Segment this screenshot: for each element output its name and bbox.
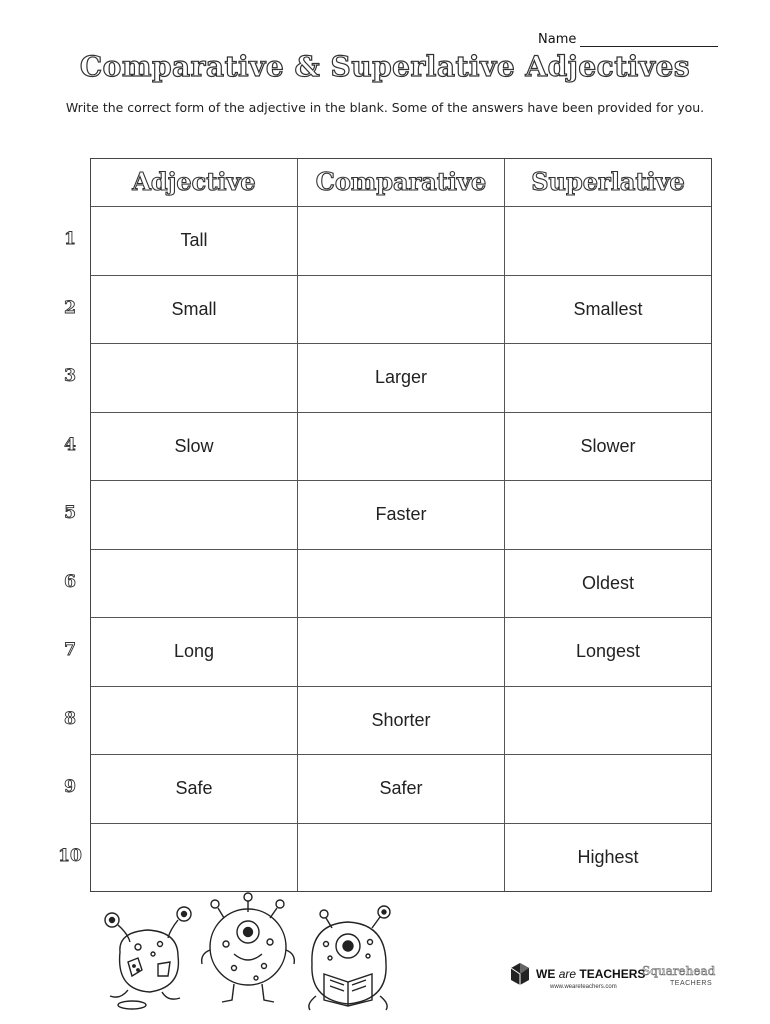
row-number: 5: [64, 503, 76, 524]
comparative-cell[interactable]: Shorter: [297, 687, 504, 755]
cube-logo-icon: [510, 962, 530, 986]
adjective-cell[interactable]: [91, 550, 297, 618]
superlative-cell[interactable]: Oldest: [504, 550, 711, 618]
monster-two-icon: [202, 893, 295, 1002]
adjective-cell[interactable]: Long: [173, 641, 215, 661]
row-number: 10: [58, 845, 82, 866]
table-row: [91, 343, 711, 412]
wat-we: WE: [536, 967, 556, 981]
comparative-cell[interactable]: Faster: [297, 481, 504, 549]
row-number: 1: [64, 229, 76, 250]
name-field: [538, 32, 718, 47]
page-title: Comparative & Superlative Adjectives: [79, 50, 691, 83]
table-row: [91, 480, 711, 549]
table-row: [91, 617, 711, 686]
monster-one-icon: [105, 907, 191, 1009]
adjective-cell[interactable]: Tall: [180, 230, 208, 250]
name-blank: [580, 34, 718, 47]
wat-are: are: [558, 967, 577, 981]
table-row: [91, 275, 711, 344]
comparative-cell[interactable]: Larger: [297, 344, 504, 412]
adjective-cell[interactable]: Slow: [174, 435, 214, 456]
comparative-cell[interactable]: Safer: [297, 755, 504, 823]
superlative-cell[interactable]: Slower: [504, 413, 711, 481]
superlative-cell[interactable]: [504, 481, 711, 549]
table-row: [91, 549, 711, 618]
superlative-cell[interactable]: Longest: [504, 618, 711, 686]
adjective-cell[interactable]: Safe: [175, 778, 213, 798]
table-row: [91, 823, 711, 892]
row-number: 8: [64, 708, 76, 729]
row-number: 6: [64, 571, 76, 592]
row-number: 7: [64, 640, 76, 661]
monster-illustration: [98, 892, 408, 1017]
column-header-superlative: Superlative: [504, 159, 711, 206]
footer-logos: [510, 962, 760, 1002]
adjectives-table: [90, 158, 712, 892]
column-header-comparative: Comparative: [297, 159, 504, 206]
squarehead-logo[interactable]: Squarehead: [642, 964, 716, 978]
we-are-teachers-url[interactable]: www.weareteachers.com: [550, 984, 617, 990]
superlative-cell[interactable]: [504, 344, 711, 412]
we-are-teachers-logo[interactable]: [510, 962, 645, 986]
comparative-cell[interactable]: [297, 276, 504, 344]
row-number: 9: [64, 777, 76, 798]
superlative-cell[interactable]: Smallest: [504, 276, 711, 344]
row-number: 4: [64, 434, 76, 455]
row-number: 3: [64, 366, 76, 387]
row-number: 2: [64, 297, 76, 318]
comparative-cell[interactable]: [297, 207, 504, 275]
adjective-cell[interactable]: Small: [171, 298, 217, 319]
squarehead-sub: TEACHERS: [670, 980, 713, 987]
monster-three-icon: [309, 906, 390, 1010]
wat-teachers: TEACHERS: [579, 967, 646, 981]
name-label: Name: [538, 32, 577, 47]
comparative-cell[interactable]: [297, 824, 504, 892]
comparative-cell[interactable]: [297, 413, 504, 481]
row-numbers: [56, 205, 84, 890]
table-row: [91, 754, 711, 823]
superlative-cell[interactable]: [504, 755, 711, 823]
comparative-cell[interactable]: [297, 618, 504, 686]
instructions: Write the correct form of the adjective in the blank. Some of the answers have been provided for you.: [65, 100, 705, 115]
superlative-cell[interactable]: [504, 207, 711, 275]
comparative-cell[interactable]: [297, 550, 504, 618]
adjective-cell[interactable]: [91, 344, 297, 412]
column-header-adjective: Adjective: [132, 167, 256, 196]
adjective-cell[interactable]: [91, 687, 297, 755]
table-row: [91, 412, 711, 481]
superlative-cell[interactable]: Highest: [504, 824, 711, 892]
adjective-cell[interactable]: [91, 824, 297, 892]
adjective-cell[interactable]: [91, 481, 297, 549]
table-header-row: [91, 159, 711, 206]
superlative-cell[interactable]: [504, 687, 711, 755]
table-row: [91, 686, 711, 755]
table-row: [91, 206, 711, 275]
